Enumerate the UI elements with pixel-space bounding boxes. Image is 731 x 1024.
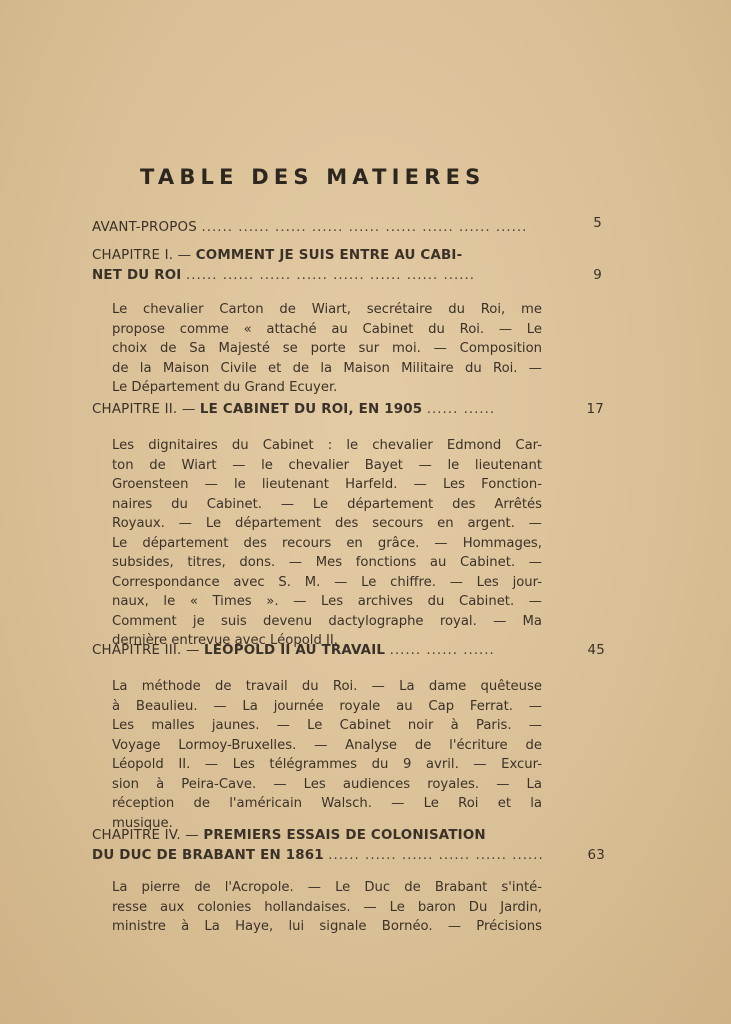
summary-line: Correspondance avec S. M. — Le chiffre. — Les jour-: [112, 574, 542, 590]
toc-heading-title-cont: DU DUC DE BRABANT EN 1861: [92, 848, 324, 863]
toc-page-number: 45: [587, 643, 605, 658]
toc-leader-dots: ...... ...... ...... ...... ...... ...... ...... ...... ......: [201, 220, 528, 235]
summary-line: musique.: [112, 815, 173, 831]
summary-line: subsides, titres, dons. — Mes fonctions au Cabinet. —: [112, 555, 542, 570]
summary-line: dernière entrevue avec Léopold II.: [112, 633, 338, 648]
toc-entry-chapitre-4: [92, 826, 612, 937]
toc-heading-prefix: AVANT-PROPOS: [92, 220, 197, 235]
summary-line: Le Département du Grand Ecuyer.: [112, 380, 338, 395]
summary-line: Groensteen — le lieutenant Harfeld. — Les Fonction-: [112, 477, 542, 492]
summary-line: Voyage Lormoy-Bruxelles. — Analyse de l'écriture de: [112, 737, 542, 753]
toc-page-number: 5: [593, 216, 602, 231]
toc-heading-title: COMMENT JE SUIS ENTRE AU CABI-: [195, 248, 463, 263]
toc-page-number: 63: [587, 848, 605, 863]
summary-line: Les dignitaires du Cabinet : le chevalier Edmond Car-: [112, 438, 542, 453]
chapter-summary: [112, 677, 542, 833]
toc-heading-line-2: [92, 846, 612, 866]
summary-line: réception de l'américain Walsch. — Le Roi et la: [112, 796, 542, 811]
summary-line: Royaux. — Le département des secours en argent. —: [112, 516, 542, 531]
toc-heading-title-cont: NET DU ROI: [92, 268, 182, 283]
summary-line: resse aux colonies hollandaises. — Le baron Du Jardin,: [112, 899, 542, 915]
summary-line: Les malles jaunes. — Le Cabinet noir à Paris. —: [112, 718, 542, 733]
toc-page-number: 9: [593, 268, 602, 283]
toc-leader-dots: ...... ...... ...... ...... ...... ......: [328, 848, 544, 863]
summary-line: La pierre de l'Acropole. — Le Duc de Brabant s'inté-: [112, 880, 542, 895]
toc-entry-avant-propos: [92, 218, 612, 238]
toc-heading: [92, 400, 612, 420]
summary-line: Léopold II. — Les télégrammes du 9 avril. — Excur-: [112, 757, 542, 772]
chapter-summary: [112, 436, 542, 651]
toc-heading-prefix: CHAPITRE III. —: [92, 643, 200, 658]
toc-heading-title: PREMIERS ESSAIS DE COLONISATION: [203, 828, 486, 843]
toc-entry-chapitre-1: [92, 246, 612, 398]
toc-heading-line-2: [92, 266, 612, 286]
summary-line: naires du Cabinet. — Le département des Arrêtés: [112, 496, 542, 512]
summary-line: ministre à La Haye, lui signale Bornéo. — Précisions: [112, 919, 542, 934]
toc-heading-prefix: CHAPITRE I. —: [92, 248, 192, 263]
chapter-summary: [112, 300, 542, 398]
toc-heading-title: LE CABINET DU ROI, EN 1905: [199, 402, 423, 417]
summary-line: La méthode de travail du Roi. — La dame quêteuse: [112, 679, 542, 694]
toc-leader-dots: ...... ......: [426, 402, 496, 417]
toc-heading: [92, 246, 612, 266]
summary-line: sion à Peira-Cave. — Les audiences royales. — La: [112, 776, 542, 792]
toc-heading: [92, 826, 612, 846]
summary-line: Comment je suis devenu dactylographe royal. — Ma: [112, 613, 542, 629]
page-title: TABLE DES MATIERES: [140, 165, 486, 189]
toc-heading: [92, 641, 612, 661]
toc-heading: [92, 218, 612, 238]
toc-leader-dots: ...... ...... ......: [389, 643, 495, 658]
toc-entry-chapitre-2: [92, 400, 612, 651]
summary-line: de la Maison Civile et de la Maison Militaire du Roi. —: [112, 360, 542, 376]
toc-heading-title: LEOPOLD II AU TRAVAIL: [204, 643, 386, 658]
summary-line: ton de Wiart — le chevalier Bayet — le lieutenant: [112, 457, 542, 473]
chapter-summary: [112, 878, 542, 937]
summary-line: Le chevalier Carton de Wiart, secrétaire du Roi, me: [112, 302, 542, 317]
summary-line: naux, le « Times ». — Les archives du Cabinet. —: [112, 594, 542, 609]
toc-leader-dots: ...... ...... ...... ...... ...... ...... ...... ......: [185, 268, 476, 283]
toc-heading-prefix: CHAPITRE IV. —: [92, 828, 199, 843]
toc-heading-prefix: CHAPITRE II. —: [92, 402, 196, 417]
summary-line: à Beaulieu. — La journée royale au Cap Ferrat. —: [112, 698, 542, 714]
summary-line: Le département des recours en grâce. — Hommages,: [112, 535, 542, 551]
toc-entry-chapitre-3: [92, 641, 612, 833]
summary-line: propose comme « attaché au Cabinet du Roi. — Le: [112, 321, 542, 337]
summary-line: choix de Sa Majesté se porte sur moi. — Composition: [112, 341, 542, 356]
toc-page-number: 17: [586, 402, 604, 417]
